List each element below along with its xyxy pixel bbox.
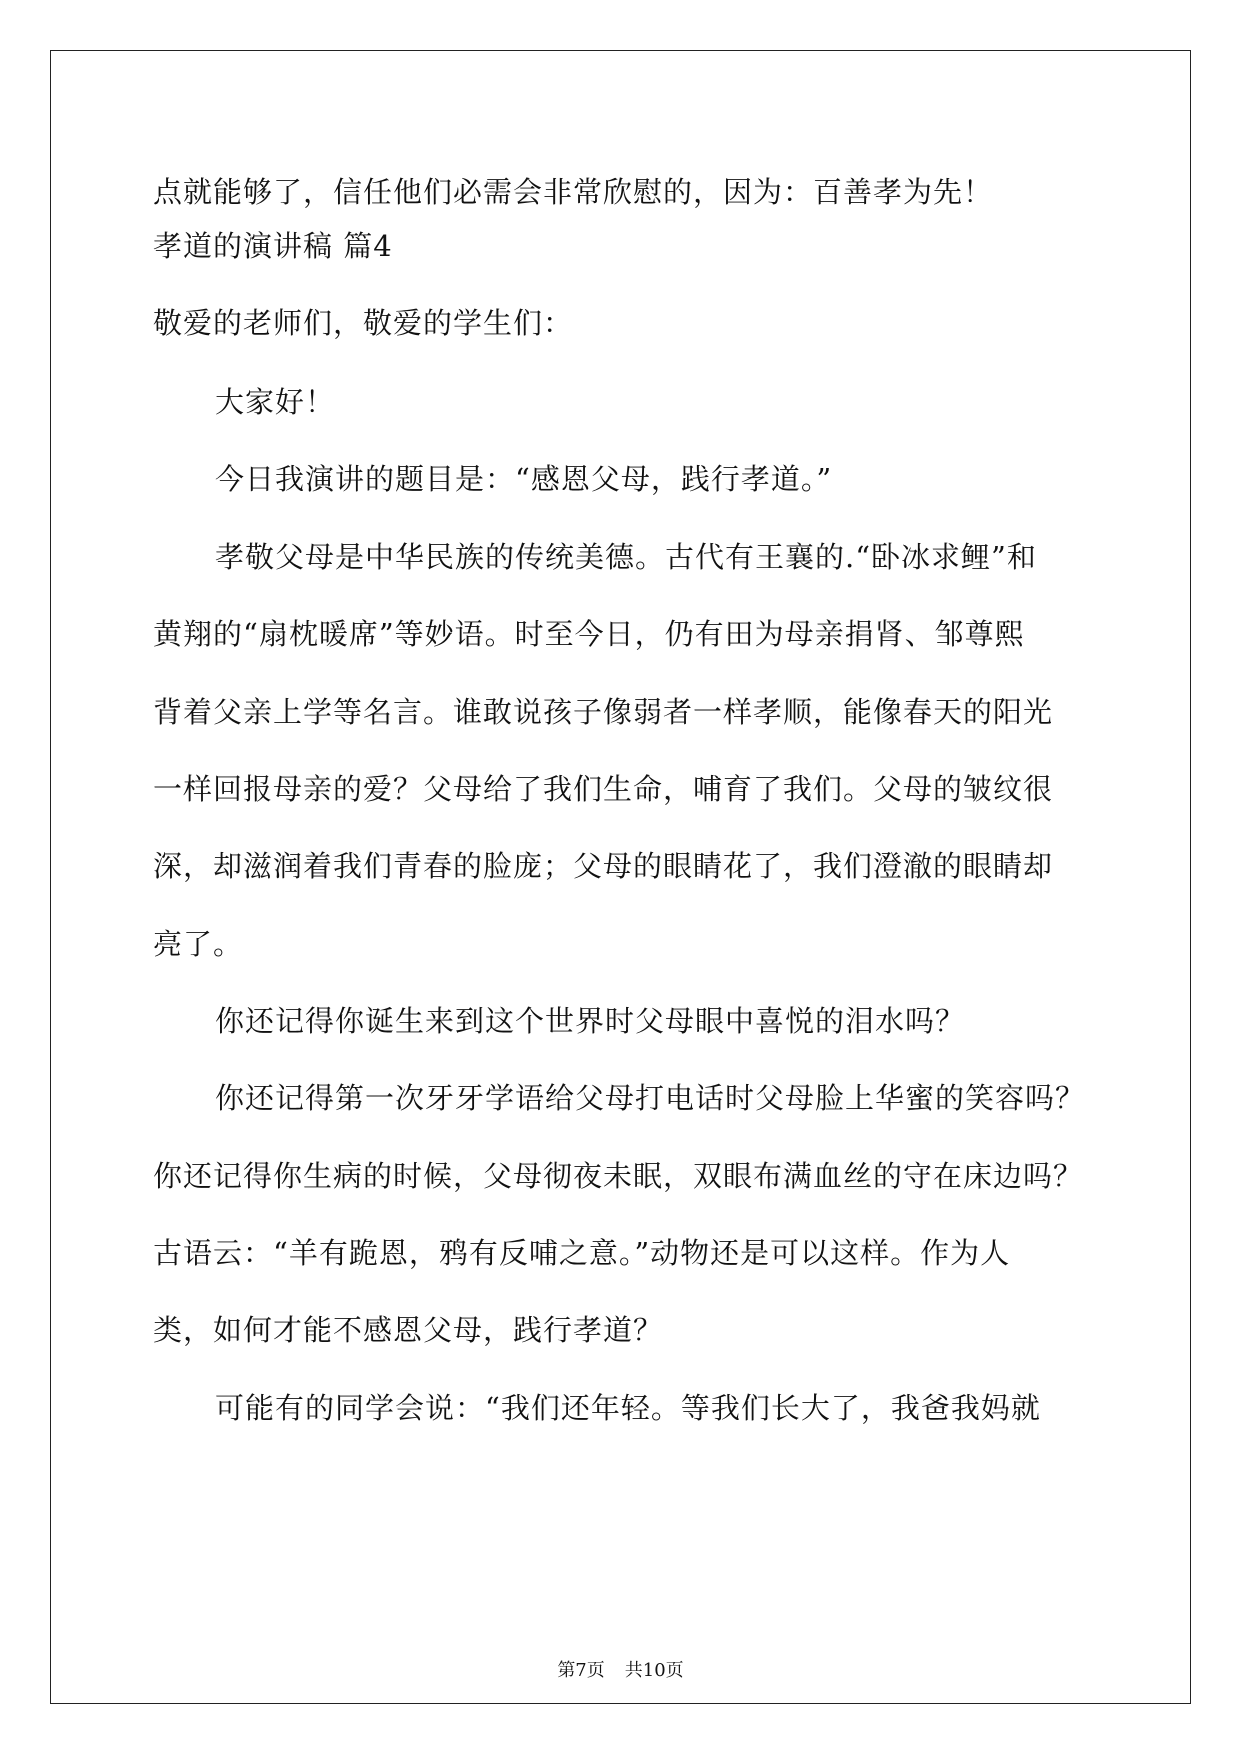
paragraph-line: 点就能够了，信任他们必需会非常欣慰的，因为：百善孝为先！: [153, 175, 994, 209]
paragraph-line: 今日我演讲的题目是：“感恩父母，践行孝道。”: [215, 462, 833, 496]
paragraph-line: 可能有的同学会说：“我们还年轻。等我们长大了，我爸我妈就: [215, 1391, 1041, 1425]
page-number: 第7页: [557, 1660, 605, 1681]
section-heading: 孝道的演讲稿 篇4: [153, 229, 393, 263]
page-total: 共10页: [624, 1660, 684, 1681]
page-footer: [0, 1659, 1241, 1683]
paragraph-line: 你还记得你生病的时候，父母彻夜未眠，双眼布满血丝的守在床边吗？: [153, 1159, 1084, 1193]
paragraph-line: 孝敬父母是中华民族的传统美德。古代有王襄的.“卧冰求鲤”和: [215, 540, 1037, 574]
paragraph-line: 古语云：“羊有跪恩，鸦有反哺之意。”动物还是可以这样。作为人: [153, 1236, 1011, 1270]
paragraph-line: 黄翔的“扇枕暖席”等妙语。时至今日，仍有田为母亲捐肾、邹尊熙: [153, 617, 1025, 651]
paragraph-line: 深，却滋润着我们青春的脸庞；父母的眼睛花了，我们澄澈的眼睛却: [153, 849, 1054, 883]
paragraph-line: 一样回报母亲的爱？父母给了我们生命，哺育了我们。父母的皱纹很: [153, 772, 1054, 806]
paragraph-line: 亮了。: [153, 927, 244, 961]
paragraph-line: 背着父亲上学等名言。谁敢说孩子像弱者一样孝顺，能像春天的阳光: [153, 695, 1054, 729]
paragraph-line: 你还记得第一次牙牙学语给父母打电话时父母脸上华蜜的笑容吗？: [215, 1081, 1086, 1115]
paragraph-line: 你还记得你诞生来到这个世界时父母眼中喜悦的泪水吗？: [215, 1004, 966, 1038]
paragraph-line: 类，如何才能不感恩父母，践行孝道？: [153, 1313, 664, 1347]
greeting-line: 大家好！: [215, 385, 336, 419]
salutation-line: 敬爱的老师们，敬爱的学生们：: [153, 306, 574, 340]
